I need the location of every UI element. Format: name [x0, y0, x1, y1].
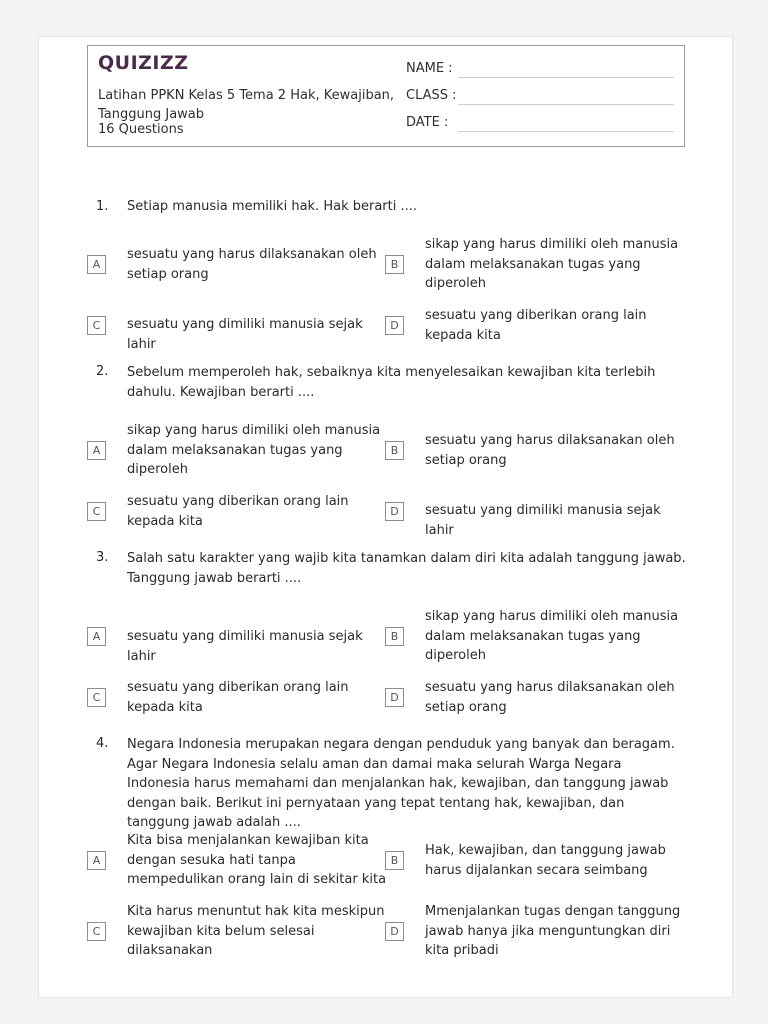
- name-field[interactable]: [458, 77, 674, 78]
- name-label: NAME :: [406, 61, 453, 76]
- date-label: DATE :: [406, 115, 449, 130]
- question-number: 1.: [96, 199, 109, 214]
- question-number: 4.: [96, 736, 109, 751]
- option-c-box[interactable]: C: [87, 502, 106, 521]
- option-a-box[interactable]: A: [87, 627, 106, 646]
- class-label: CLASS :: [406, 88, 457, 103]
- worksheet-header: [87, 45, 685, 147]
- option-b-box[interactable]: B: [385, 627, 404, 646]
- question-text: Setiap manusia memiliki hak. Hak berarti ....: [127, 199, 418, 214]
- option-a-box[interactable]: A: [87, 851, 106, 870]
- option-d-box[interactable]: D: [385, 688, 404, 707]
- quizizz-logo: QUIZIZZ: [98, 52, 189, 74]
- option-a-text: Kita bisa menjalankan kewajiban kita dengan sesuka hati tanpa mempedulikan orang lain di sekitar kita: [127, 833, 387, 887]
- option-b-box[interactable]: B: [385, 441, 404, 460]
- quiz-title: Latihan PPKN Kelas 5 Tema 2 Hak, Kewajiban, Tanggung Jawab: [98, 88, 395, 122]
- option-d-text: sesuatu yang diberikan orang lain kepada kita: [425, 308, 647, 343]
- option-c-text: sesuatu yang dimiliki manusia sejak lahir: [127, 317, 363, 352]
- option-d-text: sesuatu yang harus dilaksanakan oleh setiap orang: [425, 680, 675, 715]
- option-c-box[interactable]: C: [87, 922, 106, 941]
- option-c-text: Kita harus menuntut hak kita meskipun kewajiban kita belum selesai dilaksanakan: [127, 904, 385, 958]
- option-a-text: sikap yang harus dimiliki oleh manusia dalam melaksanakan tugas yang diperoleh: [127, 423, 381, 477]
- option-d-text: Mmenjalankan tugas dengan tanggung jawab hanya jika menguntungkan diri kita pribadi: [425, 904, 681, 958]
- option-a-text: sesuatu yang harus dilaksanakan oleh setiap orang: [127, 247, 377, 282]
- option-c-box[interactable]: C: [87, 688, 106, 707]
- option-b-text: sikap yang harus dimiliki oleh manusia dalam melaksanakan tugas yang diperoleh: [425, 237, 679, 291]
- option-b-box[interactable]: B: [385, 255, 404, 274]
- option-d-box[interactable]: D: [385, 922, 404, 941]
- question-text: Negara Indonesia merupakan negara dengan penduduk yang banyak dan beragam. Agar Negara Indonesia selalu aman dan damai maka selurah Warga Negara Indonesia harus memahami dan menjalankan hak, kewajiban, dan tanggung jawab dengan baik. Berikut ini pernyataan yang tepat tentang hak, kewajiban, dan tanggung jawab adalah ....: [127, 737, 675, 830]
- option-d-box[interactable]: D: [385, 316, 404, 335]
- option-a-box[interactable]: A: [87, 441, 106, 460]
- question-number: 3.: [96, 550, 109, 565]
- option-a-text: sesuatu yang dimiliki manusia sejak lahir: [127, 629, 363, 664]
- option-c-text: sesuatu yang diberikan orang lain kepada kita: [127, 494, 349, 529]
- class-field[interactable]: [458, 104, 674, 105]
- question-text: Sebelum memperoleh hak, sebaiknya kita menyelesaikan kewajiban kita terlebih dahulu. Kewajiban berarti ....: [127, 365, 656, 400]
- option-a-box[interactable]: A: [87, 255, 106, 274]
- question-count: 16 Questions: [98, 122, 184, 137]
- date-field[interactable]: [458, 131, 674, 132]
- option-c-text: sesuatu yang diberikan orang lain kepada kita: [127, 680, 349, 715]
- option-d-text: sesuatu yang dimiliki manusia sejak lahir: [425, 503, 661, 538]
- option-b-text: Hak, kewajiban, dan tanggung jawab harus dijalankan secara seimbang: [425, 843, 666, 878]
- worksheet-page: [38, 36, 733, 998]
- option-b-text: sikap yang harus dimiliki oleh manusia dalam melaksanakan tugas yang diperoleh: [425, 609, 679, 663]
- option-b-box[interactable]: B: [385, 851, 404, 870]
- question-text: Salah satu karakter yang wajib kita tanamkan dalam diri kita adalah tanggung jawab. Tanggung jawab berarti ....: [127, 551, 686, 586]
- question-number: 2.: [96, 364, 109, 379]
- option-d-box[interactable]: D: [385, 502, 404, 521]
- option-c-box[interactable]: C: [87, 316, 106, 335]
- option-b-text: sesuatu yang harus dilaksanakan oleh setiap orang: [425, 433, 675, 468]
